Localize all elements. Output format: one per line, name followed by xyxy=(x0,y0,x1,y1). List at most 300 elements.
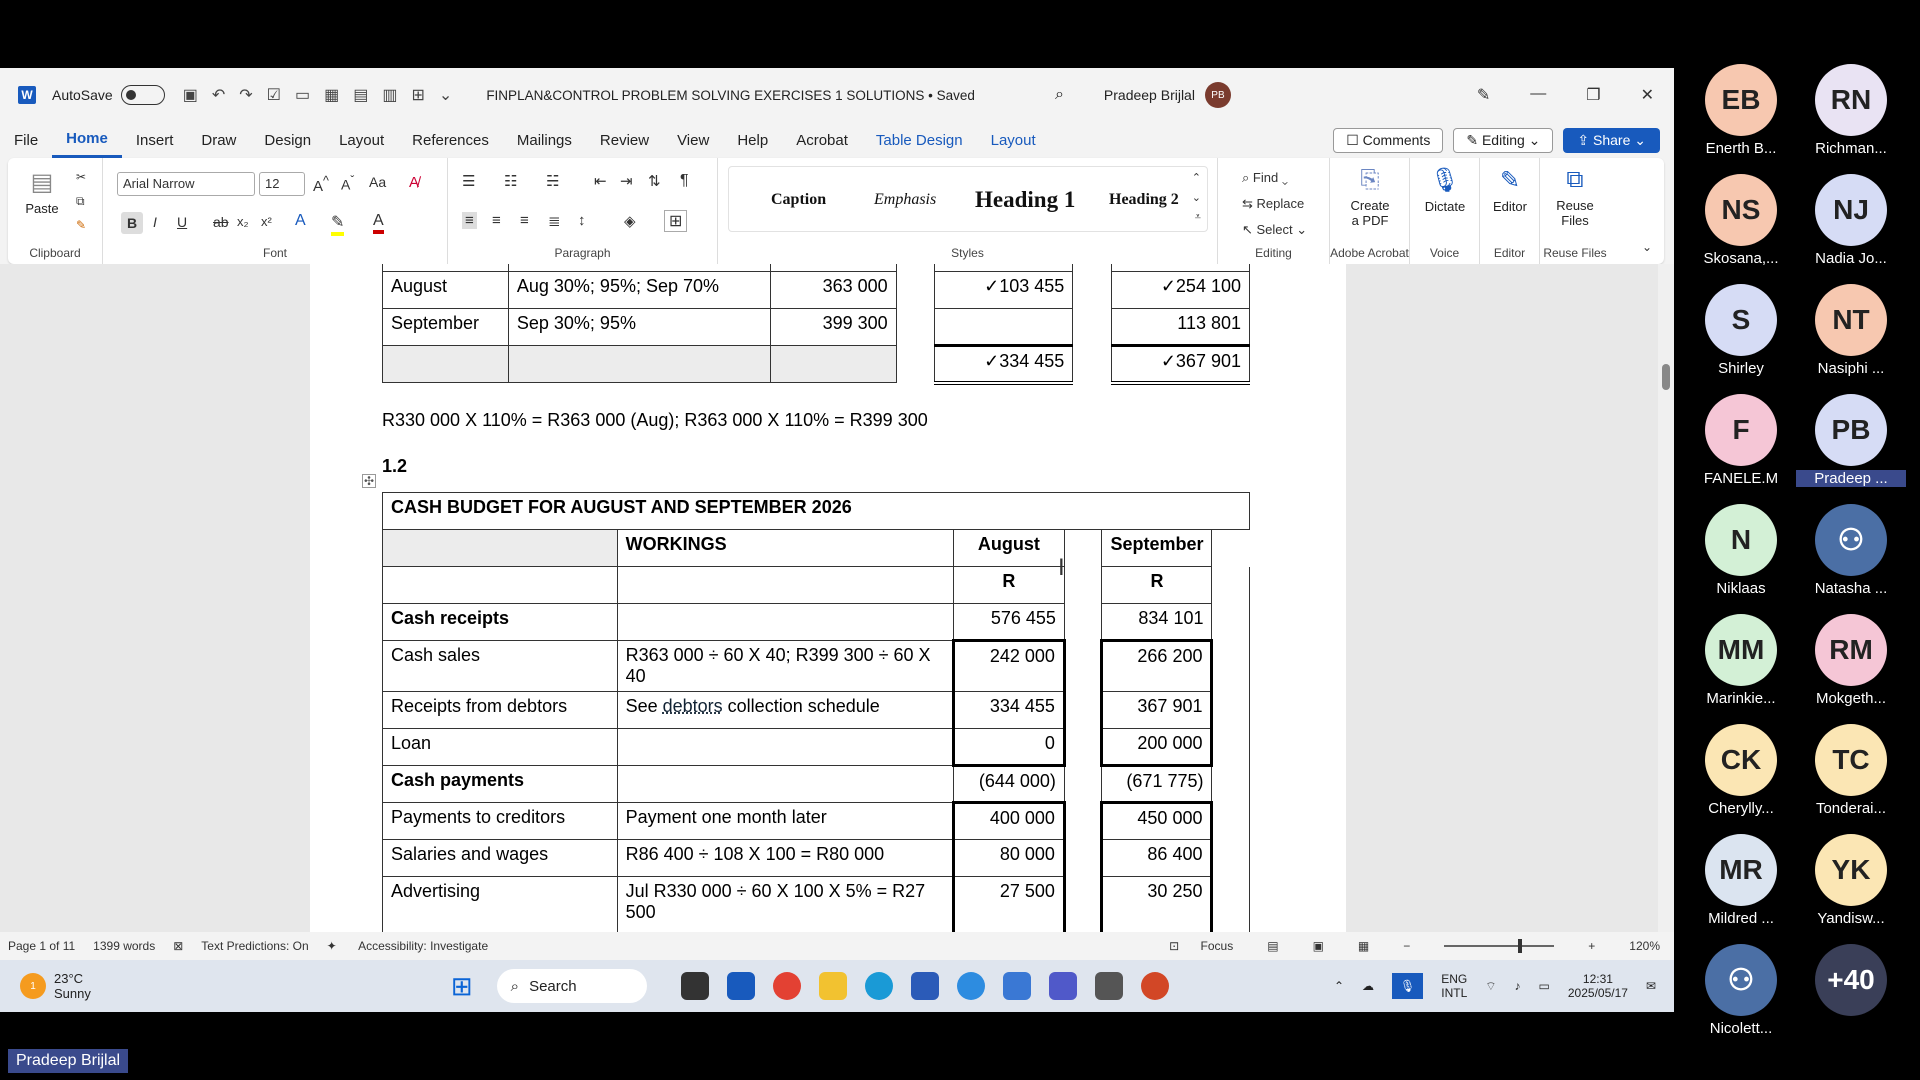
participant-tile[interactable] xyxy=(1686,394,1796,487)
clear-format-icon[interactable]: A̸ xyxy=(409,174,420,191)
gap-cell xyxy=(1073,272,1112,309)
workings-header[interactable]: WORKINGS xyxy=(617,530,953,567)
restore-icon[interactable]: ❐ xyxy=(1586,87,1601,104)
justify-icon[interactable]: ≣ xyxy=(548,213,561,230)
italic-icon[interactable]: I xyxy=(153,214,157,230)
paste-label: Paste xyxy=(25,201,59,216)
participants-panel xyxy=(1674,54,1920,1037)
september-value[interactable]: 266 200 xyxy=(1102,641,1212,692)
table-row xyxy=(383,530,1250,567)
powerpoint-icon[interactable] xyxy=(1141,972,1169,1000)
onedrive-icon[interactable]: ☁ xyxy=(1362,979,1374,993)
weather-widget[interactable] xyxy=(20,971,91,1001)
font-color-icon[interactable]: A xyxy=(373,212,384,234)
vertical-scrollbar[interactable] xyxy=(1658,264,1674,932)
borders-icon[interactable]: ⊞ xyxy=(664,210,687,232)
font-group xyxy=(103,158,448,264)
font-size-select[interactable] xyxy=(259,172,305,196)
change-case-icon[interactable]: Aa xyxy=(369,174,387,190)
gap-cell xyxy=(1064,604,1102,641)
participant-avatar: RM xyxy=(1815,614,1887,686)
participant-tile[interactable] xyxy=(1686,174,1796,267)
row-label[interactable]: Cash sales xyxy=(383,641,618,692)
table-move-handle-icon[interactable]: ✣ xyxy=(363,474,375,488)
copy-icon[interactable]: ⧉ xyxy=(76,194,85,208)
gap-cell xyxy=(1064,692,1102,729)
text-cursor-icon: I xyxy=(1058,554,1065,581)
style-heading-1[interactable]: Heading 1 xyxy=(975,187,1076,212)
adobe-label: Adobe Acrobat xyxy=(1330,246,1409,260)
participant-tile[interactable] xyxy=(1686,834,1796,927)
scrollbar-thumb[interactable] xyxy=(1662,364,1670,390)
tab-home[interactable]: Home xyxy=(52,122,122,158)
sales-cell[interactable] xyxy=(770,346,896,383)
styles-gallery xyxy=(728,166,1208,232)
blank-cell[interactable] xyxy=(617,567,953,604)
tab-table-layout[interactable]: Layout xyxy=(990,131,1036,149)
detail-cell[interactable]: Sep 30%; 95% xyxy=(508,309,770,346)
accessibility-status[interactable]: ✦ Accessibility: Investigate xyxy=(326,939,489,953)
battery-icon[interactable]: ▭ xyxy=(1538,979,1550,993)
view-controls xyxy=(1151,939,1660,953)
find-label: Find xyxy=(1252,170,1279,185)
gap-cell xyxy=(1073,346,1112,383)
month-cell[interactable]: August xyxy=(383,272,509,309)
align-center-icon[interactable]: ≡ xyxy=(492,212,501,229)
close-icon[interactable]: ✕ xyxy=(1640,87,1654,104)
collapse-ribbon-icon[interactable]: ⌄ xyxy=(1641,240,1652,254)
gap-cell xyxy=(1064,766,1102,803)
accessibility-label: Accessibility: Investigate xyxy=(358,939,489,953)
ribbon xyxy=(8,158,1664,264)
redo-icon[interactable]: ↷ xyxy=(239,87,253,104)
save-icon[interactable]: ▣ xyxy=(182,87,198,104)
text-effects-icon[interactable]: A xyxy=(295,212,306,229)
voice-group xyxy=(1410,158,1480,264)
reuse-files-icon: ⧉ xyxy=(1566,166,1584,193)
participant-name: Mildred ... xyxy=(1708,910,1774,927)
participant-tile[interactable] xyxy=(1796,174,1906,267)
table-row xyxy=(383,766,1250,803)
participant-tile[interactable] xyxy=(1686,724,1796,817)
adobe-group xyxy=(1330,158,1410,264)
gap-cell xyxy=(1212,641,1250,692)
tab-acrobat[interactable]: Acrobat xyxy=(796,131,848,149)
user-avatar[interactable]: PB xyxy=(1205,82,1231,108)
gap-cell xyxy=(1212,567,1250,604)
reuse-files-button[interactable] xyxy=(1546,166,1604,228)
more-icon[interactable]: ⌄ xyxy=(438,87,453,104)
focus-button[interactable]: ⊡ Focus xyxy=(1169,939,1234,953)
styles-expand-icon[interactable]: ⩡ xyxy=(1194,211,1201,223)
increase-indent-icon[interactable]: ⇥ xyxy=(620,173,633,190)
insert-column-icon[interactable]: ▥ xyxy=(382,87,398,104)
august-value[interactable]: 0 xyxy=(953,729,1064,766)
cash-budget-table xyxy=(382,492,1250,932)
editing-group xyxy=(1218,158,1330,264)
budget-title-cell[interactable]: CASH BUDGET FOR AUGUST AND SEPTEMBER 2026 xyxy=(383,493,1250,530)
clock-date: 2025/05/17 xyxy=(1567,986,1628,1000)
tab-help[interactable]: Help xyxy=(737,131,769,149)
pilcrow-icon[interactable]: ¶ xyxy=(680,172,689,189)
comments-label: Comments xyxy=(1362,131,1431,148)
aug-total-cell[interactable]: ✓334 455 xyxy=(935,346,1073,383)
create-pdf-label-1: Create xyxy=(1350,198,1390,213)
proofing-icon[interactable]: ⊠ xyxy=(173,939,184,953)
tab-references[interactable]: References xyxy=(412,131,489,149)
web-layout-icon[interactable]: ▦ xyxy=(1357,939,1370,953)
editor-button-label: Editor xyxy=(1493,199,1527,214)
participant-name: Richman... xyxy=(1815,140,1887,157)
share-label: Share xyxy=(1593,131,1631,148)
september-value[interactable]: (671 775) xyxy=(1102,766,1212,803)
font-size-value: 12 xyxy=(265,176,280,191)
september-value[interactable]: 200 000 xyxy=(1102,729,1212,766)
page-count[interactable]: Page 1 of 11 xyxy=(8,939,76,953)
text-predictions[interactable]: Text Predictions: On xyxy=(201,939,309,953)
august-unit[interactable]: R xyxy=(953,567,1064,604)
search-icon[interactable]: ⌕ xyxy=(1054,86,1064,103)
subscript-icon[interactable]: x₂ xyxy=(237,214,249,229)
sep-col-cell[interactable]: 113 801 xyxy=(1111,309,1249,346)
search-icon: ⌕ xyxy=(510,977,520,995)
align-right-icon[interactable]: ≡ xyxy=(520,212,529,229)
microphone-tray-icon[interactable]: 🎙 xyxy=(1392,973,1423,999)
window-controls xyxy=(1477,85,1654,105)
workings-cell[interactable]: Payment one month later xyxy=(617,803,953,840)
debtors-schedule-table xyxy=(382,264,1250,385)
aug-col-cell[interactable] xyxy=(935,309,1073,346)
edge-icon[interactable] xyxy=(865,972,893,1000)
august-value[interactable]: 80 000 xyxy=(953,840,1064,877)
editing-mode-button[interactable]: ✎ Editing ⌄ xyxy=(1453,128,1553,153)
sales-cell[interactable] xyxy=(770,264,896,272)
styles-group xyxy=(718,158,1218,264)
clock[interactable] xyxy=(1568,972,1628,1000)
august-value[interactable]: 400 000 xyxy=(953,803,1064,840)
workings-cell[interactable]: R86 400 ÷ 108 X 100 = R80 000 xyxy=(617,840,953,877)
document-title[interactable]: FINPLAN&CONTROL PROBLEM SOLVING EXERCISES 1 SOLUTIONS • Saved xyxy=(486,87,975,103)
reuse-label-2: Files xyxy=(1561,213,1589,228)
detail-cell[interactable]: Aug 30%; 95%; Sep 70% xyxy=(508,272,770,309)
sep-col-cell[interactable] xyxy=(1111,264,1249,272)
september-unit[interactable]: R xyxy=(1102,567,1212,604)
participant-name: Tonderai... xyxy=(1815,800,1887,817)
pen-icon[interactable]: ✎ xyxy=(1476,87,1491,104)
title-bar xyxy=(0,68,1674,122)
august-value[interactable]: 242 000 xyxy=(953,641,1064,692)
table-row xyxy=(383,840,1250,877)
aug-col-cell[interactable] xyxy=(935,264,1073,272)
gap-cell xyxy=(1064,840,1102,877)
blank-cell[interactable] xyxy=(383,567,618,604)
numbering-icon[interactable]: ☷ xyxy=(504,173,518,190)
tab-design[interactable]: Design xyxy=(264,131,312,149)
participant-tile[interactable] xyxy=(1796,394,1906,487)
participant-avatar: EB xyxy=(1705,64,1777,136)
detail-cell[interactable] xyxy=(508,346,770,383)
word-taskbar-icon[interactable] xyxy=(727,972,755,1000)
workings-cell[interactable]: See debtors collection schedule xyxy=(617,692,953,729)
table-row xyxy=(383,729,1250,766)
focus-label: Focus xyxy=(1200,939,1234,953)
style-emphasis[interactable]: Emphasis xyxy=(874,191,937,208)
spellcheck-word[interactable]: debtors xyxy=(662,696,723,716)
sales-cell[interactable]: 399 300 xyxy=(770,309,896,346)
merge-cells-icon[interactable]: ⊞ xyxy=(411,87,425,104)
superscript-icon[interactable]: x² xyxy=(261,214,272,229)
store-icon[interactable] xyxy=(911,972,939,1000)
participant-name: Mokgeth... xyxy=(1815,690,1887,707)
editor-group-label: Editor xyxy=(1493,246,1526,260)
row-label[interactable]: Loan xyxy=(383,729,618,766)
multilevel-list-icon[interactable]: ☵ xyxy=(546,173,560,190)
temperature: 23°C xyxy=(54,971,84,986)
pdf-icon: ⎘ xyxy=(1360,166,1380,193)
august-value[interactable]: 27 500 xyxy=(953,877,1064,928)
autosave-label: AutoSave xyxy=(52,87,113,103)
sales-cell[interactable]: 363 000 xyxy=(770,272,896,309)
gap-cell xyxy=(1064,641,1102,692)
zoom-slider[interactable] xyxy=(1444,945,1554,947)
section-number: 1.2 xyxy=(382,456,408,476)
format-painter-icon[interactable]: ✎ xyxy=(76,218,87,232)
september-value[interactable]: 450 000 xyxy=(1102,803,1212,840)
participant-avatar: PB xyxy=(1815,394,1887,466)
gap-cell xyxy=(1212,877,1250,928)
workings-cell[interactable] xyxy=(617,766,953,803)
tab-review[interactable]: Review xyxy=(599,131,650,149)
row-label[interactable]: Salaries and wages xyxy=(383,840,618,877)
document-page xyxy=(310,264,1346,932)
zoom-out-icon[interactable]: − xyxy=(1403,939,1411,953)
folder-taskbar-icon[interactable] xyxy=(819,972,847,1000)
reuse-files-group xyxy=(1540,158,1610,264)
language-indicator[interactable] xyxy=(1441,972,1467,1000)
strikethrough-icon[interactable]: ab xyxy=(213,214,229,230)
check-icon[interactable]: ☑ xyxy=(266,87,281,104)
style-caption[interactable]: Caption xyxy=(771,191,827,208)
september-value[interactable]: 86 400 xyxy=(1102,840,1212,877)
system-tray xyxy=(1334,972,1656,1000)
participant-avatar: NS xyxy=(1705,174,1777,246)
select-button[interactable]: ↖ Select ⌄ xyxy=(1242,222,1308,237)
align-left-icon[interactable]: ≡ xyxy=(462,212,477,229)
underline-icon[interactable]: U xyxy=(177,214,188,230)
cut-icon[interactable]: ✂ xyxy=(76,170,87,184)
row-label[interactable]: Receipts from debtors xyxy=(383,692,618,729)
table-icon[interactable]: ▦ xyxy=(324,87,340,104)
dictate-button[interactable] xyxy=(1416,166,1474,214)
bold-icon[interactable]: B xyxy=(121,212,143,234)
participant-name: Yandisw... xyxy=(1817,910,1885,927)
create-pdf-button[interactable] xyxy=(1340,166,1400,228)
bullets-icon[interactable]: ☰ xyxy=(462,173,476,190)
comments-button[interactable]: ☐ Comments xyxy=(1333,128,1443,153)
zoom-in-icon[interactable]: + xyxy=(1588,939,1596,953)
share-button[interactable]: ⇪ Share ⌄ xyxy=(1563,128,1660,153)
paste-button[interactable] xyxy=(22,168,62,216)
autosave-toggle[interactable] xyxy=(121,85,165,105)
workings-cell[interactable]: R363 000 ÷ 60 X 40; R399 300 ÷ 60 X 40 xyxy=(617,641,953,692)
participant-name: Enerth B... xyxy=(1705,140,1777,157)
september-header[interactable]: September xyxy=(1102,530,1212,567)
lang-layout: INTL xyxy=(1441,986,1468,1000)
word-window xyxy=(0,68,1674,1012)
participant-avatar: RN xyxy=(1815,64,1887,136)
mail-icon[interactable] xyxy=(1003,972,1031,1000)
sep-total-cell[interactable]: ✓367 901 xyxy=(1111,346,1249,383)
presenter-label: Pradeep Brijlal xyxy=(8,1049,128,1073)
participant-avatar: CK xyxy=(1705,724,1777,796)
detail-cell[interactable] xyxy=(508,264,770,272)
user-name[interactable]: Pradeep Brijlal xyxy=(1103,87,1195,103)
participant-tile[interactable] xyxy=(1796,504,1906,597)
volume-icon[interactable]: ♪ xyxy=(1514,979,1521,993)
workings-cell[interactable]: Jul R330 000 ÷ 60 X 100 X 5% = R27 500 xyxy=(617,877,953,928)
create-pdf-label-2: a PDF xyxy=(1351,213,1389,228)
person-icon: ⚇ xyxy=(1705,944,1777,1016)
shrink-font-icon[interactable]: $A^ˇ$ xyxy=(341,174,355,193)
paragraph-group xyxy=(448,158,718,264)
gap-cell xyxy=(1212,729,1250,766)
sort-icon[interactable]: ⇅ xyxy=(648,173,661,190)
tab-table-design[interactable]: Table Design xyxy=(875,131,963,149)
snipping-tool-icon[interactable] xyxy=(1095,972,1123,1000)
participant-name: Nicolett... xyxy=(1709,1020,1773,1037)
taskbar-search-label: Search xyxy=(529,977,577,995)
undo-icon[interactable]: ↶ xyxy=(211,87,226,104)
august-header[interactable]: August xyxy=(953,530,1064,567)
highlight-icon[interactable]: ✎ xyxy=(331,212,344,236)
row-label[interactable]: Advertising xyxy=(383,877,618,928)
month-cell[interactable]: September xyxy=(383,309,509,346)
tab-view[interactable]: View xyxy=(677,131,710,149)
select-label: Select xyxy=(1256,222,1293,237)
workings-cell[interactable] xyxy=(617,729,953,766)
teams-icon[interactable] xyxy=(1049,972,1077,1000)
sep-col-cell[interactable]: ✓254 100 xyxy=(1111,272,1249,309)
file-explorer-icon[interactable] xyxy=(681,972,709,1000)
participant-tile[interactable] xyxy=(1796,724,1906,817)
participant-avatar: F xyxy=(1705,394,1777,466)
participant-avatar: TC xyxy=(1815,724,1887,796)
participant-avatar: NT xyxy=(1815,284,1887,356)
chrome-icon[interactable] xyxy=(773,972,801,1000)
participant-tile[interactable] xyxy=(1796,834,1906,927)
line-spacing-icon[interactable]: ↕ xyxy=(578,212,586,229)
style-heading-2[interactable]: Heading 2 xyxy=(1109,191,1179,208)
tab-insert[interactable]: Insert xyxy=(135,131,174,149)
participant-tile[interactable] xyxy=(1796,614,1906,707)
participant-tile[interactable] xyxy=(1686,944,1796,1037)
september-value[interactable]: 834 101 xyxy=(1102,604,1212,641)
lang-code: ENG xyxy=(1441,972,1468,986)
decrease-indent-icon[interactable]: ⇤ xyxy=(594,173,607,190)
editor-button[interactable] xyxy=(1484,166,1536,214)
calculation-note: R330 000 X 110% = R363 000 (Aug); R363 000 X 110% = R399 300 xyxy=(382,410,928,430)
participant-name: Niklaas xyxy=(1716,580,1766,597)
print-layout-icon[interactable]: ▣ xyxy=(1312,939,1324,953)
insert-row-icon[interactable]: ▤ xyxy=(353,87,369,104)
aug-col-cell[interactable]: ✓103 455 xyxy=(935,272,1073,309)
find-button[interactable]: ⌕ Find ⌄ xyxy=(1242,170,1288,185)
tab-layout[interactable]: Layout xyxy=(339,131,385,149)
voice-label: Voice xyxy=(1429,246,1460,260)
table-row xyxy=(383,604,1250,641)
taskbar-search[interactable] xyxy=(497,969,647,1003)
participant-tile[interactable] xyxy=(1686,64,1796,157)
september-value[interactable]: 30 250 xyxy=(1102,877,1212,928)
header-blank-cell[interactable] xyxy=(383,530,618,567)
participant-avatar: +40 xyxy=(1815,944,1887,1016)
tab-mailings[interactable]: Mailings xyxy=(516,131,572,149)
word-count[interactable]: 1399 words xyxy=(93,939,156,953)
notification-icon[interactable]: ✉ xyxy=(1645,979,1656,993)
table-row xyxy=(383,272,1250,309)
participant-avatar: N xyxy=(1705,504,1777,576)
minimize-icon[interactable]: — xyxy=(1530,85,1547,102)
tray-chevron-icon[interactable]: ⌃ xyxy=(1333,979,1344,993)
participant-tile[interactable] xyxy=(1686,284,1796,377)
month-cell[interactable] xyxy=(383,346,509,383)
ribbon-tabs xyxy=(0,122,1674,158)
august-value[interactable]: (644 000) xyxy=(953,766,1064,803)
table-row xyxy=(383,877,1250,928)
styles-scroll-down-icon[interactable]: ⌄ xyxy=(1191,192,1201,204)
paragraph-label: Paragraph xyxy=(554,246,611,260)
windows-start-icon[interactable]: ⊞ xyxy=(450,970,473,1001)
gap-cell xyxy=(896,309,935,346)
styles-scroll-up-icon[interactable]: ⌃ xyxy=(1191,172,1201,184)
grow-font-icon[interactable]: A^ xyxy=(313,174,329,195)
workings-cell[interactable] xyxy=(617,604,953,641)
zoom-level[interactable]: 120% xyxy=(1629,939,1660,953)
table-row xyxy=(383,692,1250,729)
shading-icon[interactable]: ◈ xyxy=(624,213,636,230)
month-cell[interactable] xyxy=(383,264,509,272)
participant-tile[interactable] xyxy=(1686,504,1796,597)
participant-tile[interactable] xyxy=(1796,284,1906,377)
gap-cell xyxy=(1212,766,1250,803)
august-value[interactable]: 576 455 xyxy=(953,604,1064,641)
read-mode-icon[interactable]: ▤ xyxy=(1267,939,1279,953)
gap-cell xyxy=(896,264,935,272)
wifi-icon[interactable]: ⌔ xyxy=(1485,978,1497,993)
gap-cell xyxy=(1064,567,1102,604)
row-label[interactable]: Payments to creditors xyxy=(383,803,618,840)
replace-button[interactable]: ⇆ Replace xyxy=(1242,196,1305,211)
row-label[interactable]: Cash receipts xyxy=(383,604,618,641)
gap-cell xyxy=(1064,729,1102,766)
zoom-slider-thumb[interactable] xyxy=(1518,939,1522,953)
participant-avatar: MR xyxy=(1705,834,1777,906)
august-value[interactable]: 334 455 xyxy=(953,692,1064,729)
folder-icon[interactable]: ▭ xyxy=(295,87,311,104)
participant-tile[interactable] xyxy=(1796,64,1906,157)
tab-draw[interactable]: Draw xyxy=(201,131,237,149)
table-row xyxy=(383,264,1250,272)
font-name-select[interactable] xyxy=(117,172,255,196)
participant-name: Skosana,... xyxy=(1703,250,1779,267)
participant-tile[interactable] xyxy=(1796,944,1906,1020)
september-value[interactable]: 367 901 xyxy=(1102,692,1212,729)
participant-tile[interactable] xyxy=(1686,614,1796,707)
participant-avatar: MM xyxy=(1705,614,1777,686)
copilot-icon[interactable] xyxy=(957,972,985,1000)
row-label[interactable]: Cash payments xyxy=(383,766,618,803)
tab-file[interactable]: File xyxy=(14,131,39,149)
